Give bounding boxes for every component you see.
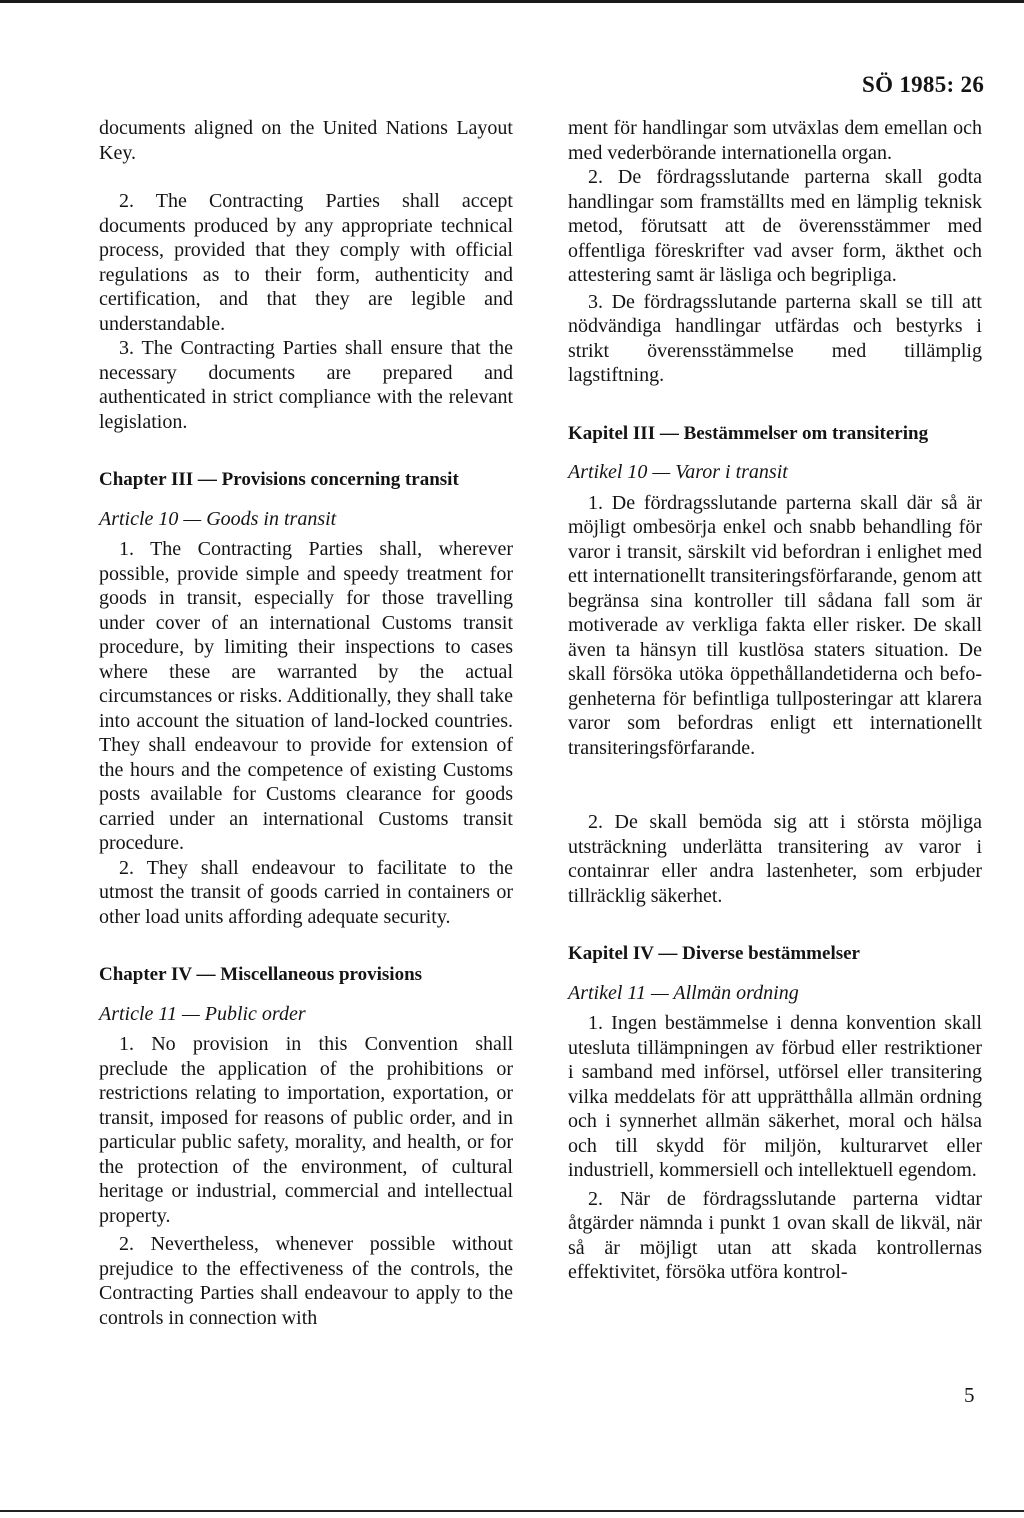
- document-reference: SÖ 1985: 26: [862, 72, 985, 97]
- chapter-4-heading: Kapitel IV — Diverse bestämmelser: [568, 943, 860, 964]
- paragraph-3: 3. The Contracting Parties shall ensure that the necessary documents are prepared and authenticated in strict compliance with the relevant legislation.: [99, 337, 513, 433]
- bottom-rule: [0, 1510, 1024, 1512]
- english-column: [99, 116, 513, 1330]
- article-10-paragraph-1: 1. The Contracting Parties shall, wherever possible, provide simple and speedy treatment for goods in transit, especially for those travelling under cover of an international Customs transit procedure, by limiting their inspections to cases where these are warranted by the actual circumstances or risks. Additionally, they shall take into account the situation of land-locked countries. They shall endeavour to provide for extension of the hours and the competence of existing Customs posts available for Customs clearance for goods carried under an international Customs transit procedure.: [99, 538, 513, 854]
- article-11-paragraph-2: 2. När de fördragsslutande parterna vidtar åtgärder nämnda i punkt 1 ovan skall de likväl, när så är möjligt utan att skada kontrollernas effektivitet, försöka utföra kontrol-: [568, 1187, 982, 1283]
- intro-paragraph: ment för handlingar som utväxlas dem emellan och med vederbörande internationella organ.: [568, 117, 982, 164]
- article-10-paragraph-2: 2. They shall endeavour to facilitate to the utmost the transit of goods carried in containers or other load units affording adequate security.: [99, 856, 513, 928]
- chapter-3-heading: Kapitel III — Bestämmelser om transitering: [568, 422, 929, 444]
- paragraph-2: 2. De fördragsslutande parterna skall godta handlingar som framställts med en lämplig teknisk metod, förutsatt att de överensstämmer med offentliga föreskrifter vad avser form, äkthet och attestering samt är läsliga och begripliga.: [568, 166, 982, 286]
- article-11-paragraph-1: 1. No provision in this Convention shall preclude the application of the prohibitions or restrictions relating to importation, exportation, or transit, imposed for reasons of public order, and in particular public safety, morality, and health, or for the protection of the environment, of cultural heritage or industrial, commercial and intellectual property.: [99, 1033, 513, 1227]
- article-11-paragraph-2: 2. Nevertheless, whenever possible without prejudice to the effectiveness of the controls, the Contracting Parties shall endeavour to apply to the controls in connection with: [99, 1233, 513, 1329]
- top-rule: [0, 0, 1024, 3]
- article-10-paragraph-1: 1. De fördragsslutande parterna skall där så är möjligt ombesörja enkel och snabb behandling för varor i transit, särskilt vid befordran i enlighet med ett internationellt transiteringsförfarande, genom att begränsa sina kontroller till sådana fall som är motiverade av verkliga fakta eller risker. De skall även ta hänsyn till kustlösa staters situation. De skall försöka utöka öppethållandetiderna och befogenheterna för befintliga tullposteringar att klarera varor som befordras enligt ett internationellt transiteringsförfarande.: [568, 491, 982, 759]
- chapter-4-heading: Chapter IV — Miscellaneous provisions: [99, 964, 423, 985]
- article-10-heading: Article 10 — Goods in transit: [99, 507, 337, 530]
- paragraph-2: 2. The Contracting Parties shall accept documents produced by any appropriate technical process, provided that they comply with official regulations as to their form, authenticity and certification, and that they are legible and understandable.: [99, 190, 513, 335]
- article-11-paragraph-1: 1. Ingen bestämmelse i denna konvention skall utesluta tillämpningen av förbud eller restriktioner i samband med införsel, utförsel eller transitering vilka meddelats för att upprätthålla allmän ordning och i synnerhet allmän säkerhet, moral och hälsa och till skydd för miljön, kulturarvet eller industriell, kommersiell och intellektuell egendom.: [568, 1012, 982, 1181]
- chapter-3-heading: Chapter III — Provisions concerning transit: [99, 469, 459, 490]
- intro-paragraph: documents aligned on the United Nations Layout Key.: [99, 117, 513, 164]
- page-number: 5: [964, 1383, 975, 1407]
- paragraph-3: 3. De fördragsslutande parterna skall se till att nödvändiga handlingar utfärdas och bestyrks i strikt överensstämmelse med tillämplig lagstiftning.: [568, 290, 982, 386]
- article-11-heading: Artikel 11 — Allmän ordning: [568, 981, 799, 1004]
- article-11-heading: Article 11 — Public order: [99, 1002, 306, 1025]
- article-10-paragraph-2: 2. De skall bemöda sig att i största möjliga utsträckning underlätta transitering av varor i containrar eller andra lastenheter, som erbjuder tillräcklig säkerhet.: [568, 811, 982, 907]
- swedish-column: [568, 116, 982, 1285]
- article-10-heading: Artikel 10 — Varor i transit: [568, 461, 788, 483]
